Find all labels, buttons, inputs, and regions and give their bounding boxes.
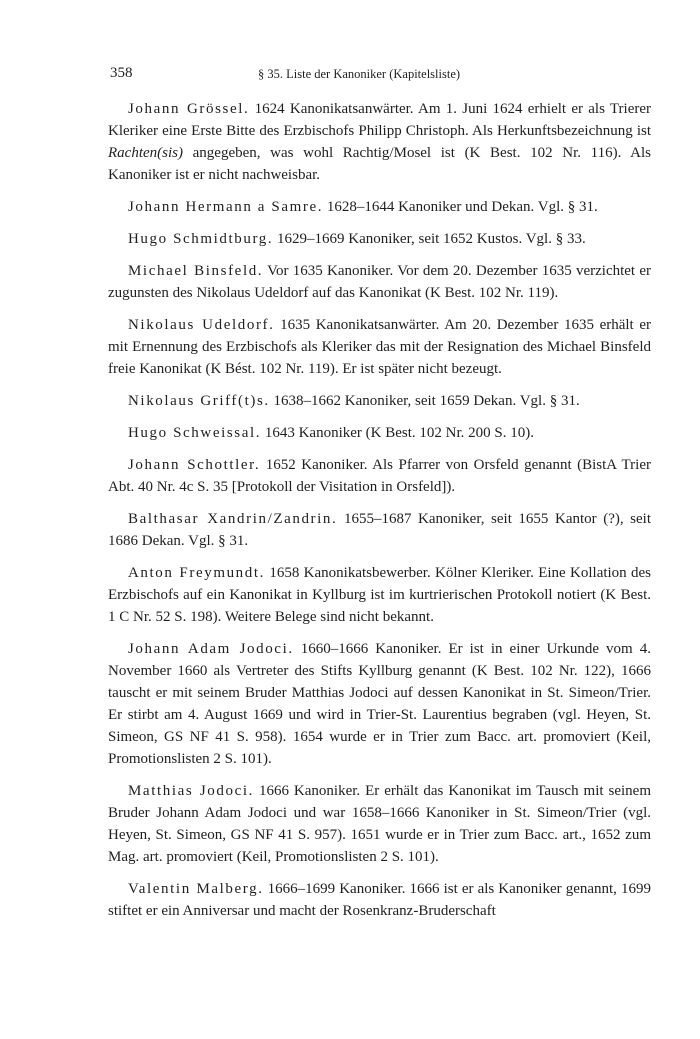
canon-name: Anton Freymundt.: [128, 565, 266, 581]
entry-text: 1666–1699 Kanoniker. 1666 ist er als Kanoniker genannt, 1699 stiftet er ein Anniversar und macht der Rosenkranz-Bruderschaft: [108, 881, 652, 919]
canon-entry-schmidtburg: [108, 228, 651, 250]
entry-text: 1629–1669 Kanoniker, seit 1652 Kustos. Vgl. § 33.: [273, 231, 586, 247]
entry-text: 1635 Kanonikatsanwärter. Am 20. Dezember 1635 erhält er mit Ernennung des Erzbischofs als Kleriker das mit der Resignation des Michael Binsfeld freie Kanonikat (K Bést. 102 Nr. 119). Er ist später nicht bezeugt.: [108, 317, 651, 377]
entry-paragraph: [108, 454, 651, 498]
canon-name: Hugo Schmidtburg.: [128, 231, 274, 247]
canon-entry-freymundt: [108, 562, 651, 628]
entry-text: 1628–1644 Kanoniker und Dekan. Vgl. § 31.: [323, 199, 598, 215]
entry-paragraph: [108, 314, 651, 380]
canon-name: Johann Schottler.: [128, 457, 261, 473]
entry-text: Vor 1635 Kanoniker. Vor dem 20. Dezember 1635 verzichtet er zugunsten des Nikolaus Udeldorf auf das Kanonikat (K Best. 102 Nr. 119).: [108, 263, 651, 301]
canon-entry-grossel: [108, 98, 651, 186]
entry-paragraph: [108, 196, 651, 218]
canon-entry-udeldorf: [108, 314, 651, 380]
entry-text: 1666 Kanoniker. Er erhält das Kanonikat im Tausch mit seinem Bruder Johann Adam Jodoci und war 1658–1666 Kanoniker in St. Simeon/Trier (vgl. Heyen, St. Simeon, GS NF 41 S. 957). 1651 wurde er in Trier zum Bacc. art., 1652 zum Mag. art. promoviert (Keil, Promotionslisten 2 S. 101).: [108, 783, 651, 865]
entry-text: angegeben, was wohl Rachtig/Mosel ist (K Best. 102 Nr. 116). Als Kanoniker ist er nicht nachweisbar.: [108, 145, 651, 183]
entry-text: 1658 Kanonikatsbewerber. Kölner Kleriker. Eine Kollation des Erzbischofs auf ein Kanonikat in Kyllburg ist im kurtrierischen Protokoll notiert (K Best. 1 C Nr. 52 S. 198). Weitere Belege sind nicht bekannt.: [108, 565, 652, 625]
canon-name: Nikolaus Udeldorf.: [128, 317, 275, 333]
canon-entry-xandrin: [108, 508, 651, 552]
running-header: [108, 62, 651, 84]
canon-entry-samre: [108, 196, 651, 218]
entry-italic-term: Rachten(sis): [108, 145, 183, 161]
canon-name: Johann Grössel.: [128, 101, 250, 117]
canon-entry-malberg: [108, 878, 651, 922]
entry-paragraph: [108, 422, 651, 444]
page-number: 358: [110, 65, 133, 81]
entry-paragraph: [108, 562, 651, 628]
entry-paragraph: [108, 638, 651, 770]
entry-text: 1655–1687 Kanoniker, seit 1655 Kantor (?), seit 1686 Dekan. Vgl. § 31.: [108, 511, 651, 549]
canon-entry-matthias-jodoci: [108, 780, 651, 868]
canon-name: Johann Adam Jodoci.: [128, 641, 294, 657]
canon-name: Michael Binsfeld.: [128, 263, 264, 279]
section-title: § 35. Liste der Kanoniker (Kapitelsliste): [258, 67, 461, 81]
entry-text: 1638–1662 Kanoniker, seit 1659 Dekan. Vgl. § 31.: [269, 393, 580, 409]
entry-paragraph: [108, 878, 651, 922]
canon-name: Balthasar Xandrin/Zandrin.: [128, 511, 338, 527]
canon-entry-johann-adam-jodoci: [108, 638, 651, 770]
entry-paragraph: [108, 508, 651, 552]
entry-text: 1660–1666 Kanoniker. Er ist in einer Urkunde vom 4. November 1660 als Vertreter des Stifts Kyllburg genannt (K Best. 102 Nr. 122), 1666 tauscht er mit seinem Bruder Matthias Jodoci auf dessen Kanonikat in St. Simeon/Trier. Er stirbt am 4. August 1669 und wird in Trier-St. Laurentius begraben (vgl. Heyen, St. Simeon, GS NF 41 S. 958). 1654 wurde er in Trier zum Bacc. art. promoviert (Keil, Promotionslisten 2 S. 101).: [108, 641, 651, 767]
entry-paragraph: [108, 260, 651, 304]
document-page: [108, 62, 651, 932]
entry-paragraph: [108, 780, 651, 868]
entry-text: 1643 Kanoniker (K Best. 102 Nr. 200 S. 10).: [261, 425, 534, 441]
entry-paragraph: [108, 98, 651, 186]
canon-name: Matthias Jodoci.: [128, 783, 254, 799]
canon-name: Nikolaus Griff(t)s.: [128, 393, 270, 409]
canon-entry-schweissal: [108, 422, 651, 444]
entry-text: 1624 Kanonikatsanwärter. Am 1. Juni 1624 erhielt er als Trierer Kleriker eine Erste Bitte des Erzbischofs Philipp Christoph. Als Herkunftsbezeichnung ist: [108, 101, 651, 139]
entry-paragraph: [108, 390, 651, 412]
canon-name: Hugo Schweissal.: [128, 425, 262, 441]
entry-text: 1652 Kanoniker. Als Pfarrer von Orsfeld genannt (BistA Trier Abt. 40 Nr. 4c S. 35 [Protokoll der Visitation in Orsfeld]).: [108, 457, 651, 495]
canon-entry-griffts: [108, 390, 651, 412]
canon-entry-binsfeld: [108, 260, 651, 304]
canon-entry-schottler: [108, 454, 651, 498]
entry-paragraph: [108, 228, 651, 250]
canon-name: Johann Hermann a Samre.: [128, 199, 324, 215]
canon-name: Valentin Malberg.: [128, 881, 264, 897]
